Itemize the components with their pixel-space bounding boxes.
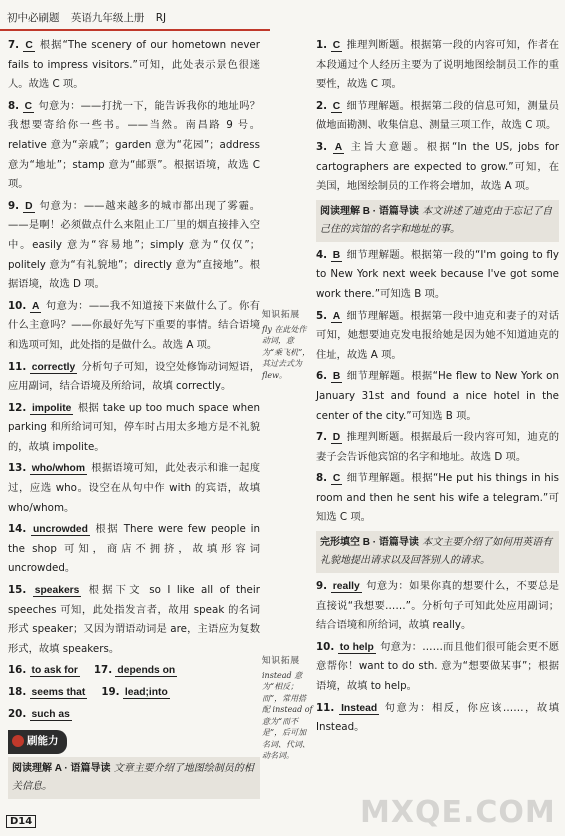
answer-item bbox=[8, 36, 260, 95]
answer-item bbox=[316, 428, 559, 467]
ability-badge bbox=[8, 730, 67, 754]
item-explanation: 根据下文 so I like all of their speeches 可知，此处指发言者，故用 speak 的名词形式 speaker；又因为谓语动词是 are，主语应为复数形式，故填 speakers。 bbox=[8, 584, 260, 655]
item-answer: C bbox=[332, 40, 341, 51]
item-explanation: 推理判断题。根据第一段的内容可知，作者在本段通过个人经历主要为了说明地图绘制员工作的重要性，故选 C 项。 bbox=[316, 39, 559, 91]
badge-icon bbox=[12, 735, 24, 747]
item-answer: Instead bbox=[341, 702, 378, 714]
item-explanation: 句意为：——我不知道接下来做什么了。你有什么主意吗？——你最好先写下重要的事情。结合语境和选项可知，此处指的是做什么。故选 A 项。 bbox=[8, 299, 260, 351]
answer-pair bbox=[8, 661, 260, 681]
item-explanation: 句意为：……而且他们很可能会更不愿意帮你！want to do sth. 意为“想要做某事”；根据语境，故填 to help。 bbox=[316, 640, 560, 693]
note-text: instead 意为“相反；而”，常用搭配 instead of 意为“而不是”，后可加名词、代词、动名词。 bbox=[262, 670, 313, 760]
item-number: 4. bbox=[316, 248, 328, 261]
item-explanation: 推理判断题。根据最后一段内容可知，迪克的妻子会告诉他宾馆的名字和地址。故选 D 项。 bbox=[316, 431, 559, 463]
item-explanation: 细节理解题。根据第一段的“I'm going to fly to New York next week because I've got some work there.”可知选 B 项。 bbox=[316, 248, 559, 300]
note-tag: 知识拓展 bbox=[262, 656, 301, 666]
answer-item bbox=[316, 699, 559, 738]
item-number: 5. bbox=[316, 309, 328, 322]
badge-label: 刷能力 bbox=[27, 735, 59, 748]
answer-item bbox=[8, 297, 260, 356]
item-number: 9. bbox=[316, 580, 328, 593]
item-explanation: 主旨大意题。根据“In the US, jobs for cartographers are expected to grow.”可知，在美国，地图绘制员的工作将会增加，故选 A 项。 bbox=[316, 140, 560, 193]
item-explanation: 句意为：——越来越多的城市都出现了雾霾。——是啊！必须做点什么来阻止工厂里的烟直接排入空中。easily 意为“容易地”；simply 意为“仅仅”；politely 意为“有礼貌地”；directly 意为“直接地”。根据语境，故选 D 项。 bbox=[8, 199, 260, 291]
item-number: 3. bbox=[316, 140, 328, 153]
item-number: 16. bbox=[8, 664, 27, 677]
item-number: 13. bbox=[8, 462, 27, 475]
item-answer: C bbox=[332, 100, 341, 112]
item-explanation: 句意为：如果你真的想要什么，不要总是直接说“我想要……”。分析句子可知此处应用副词；结合语境和所给词，故填 really。 bbox=[316, 580, 559, 632]
answer-pairs bbox=[8, 661, 260, 702]
section-label: 阅读理解 A · 语篇导读 bbox=[12, 762, 111, 774]
item-number: 8. bbox=[8, 99, 20, 112]
item-number: 7. bbox=[316, 431, 328, 444]
item-explanation: 根据语境可知，此处表示和谁一起度过，应选 who。设空在从句中作 with 的宾语，故填 who/whom。 bbox=[8, 462, 260, 514]
section-guide bbox=[8, 757, 260, 799]
item-number: 8. bbox=[316, 472, 328, 485]
answer-item bbox=[8, 520, 260, 579]
item-explanation: 细节理解题。根据“He put his things in his room and then he sent his wife a telegram.”可知选 C 项。 bbox=[316, 472, 559, 524]
item-explanation: 细节理解题。根据第一段中迪克和妻子的对话可知，她想要迪克发电报给她是因为她不知道迪克的住址，故选 A 项。 bbox=[316, 309, 559, 361]
side-note-fly bbox=[262, 310, 314, 381]
item-number: 10. bbox=[316, 640, 335, 653]
book-name: 初中必刷题 bbox=[7, 12, 60, 24]
answer-item bbox=[316, 469, 559, 528]
item-answer: uncrowded bbox=[33, 524, 88, 536]
page-header bbox=[0, 0, 565, 34]
header-title bbox=[7, 10, 174, 25]
answer-item bbox=[316, 307, 559, 366]
item-explanation: 句意为：相反，你应该……，故填 Instead。 bbox=[316, 701, 560, 734]
item-number: 15. bbox=[8, 584, 27, 597]
item-number: 12. bbox=[8, 401, 27, 414]
note-text: fly 在此处作动词，意为“乘飞机”，其过去式为 flew。 bbox=[262, 324, 311, 380]
answer-item bbox=[8, 197, 260, 295]
item-number: 9. bbox=[8, 199, 20, 212]
item-answer: seems that bbox=[31, 687, 86, 698]
subject-name: 英语九年级上册 bbox=[70, 12, 145, 24]
left-column bbox=[8, 36, 260, 803]
answer-item bbox=[316, 367, 559, 426]
note-tag: 知识拓展 bbox=[262, 310, 301, 320]
item-explanation: 细节理解题。根据第二段的信息可知，测量员做地面勘测、收集信息、测量三项工作，故选 C 项。 bbox=[316, 99, 559, 132]
item-answer: B bbox=[332, 249, 341, 261]
item-answer: to ask for bbox=[31, 665, 78, 677]
item-number: 17. bbox=[93, 664, 113, 677]
answer-item bbox=[316, 97, 559, 136]
item-explanation: 句意为：——打扰一下，能告诉我你的地址吗？我想要寄给你一些书。——当然。南昌路 9 号。relative 意为“亲戚”；garden 意为“花园”；address 意为“地址”；stamp 意为“邮票”。根据语境，故选 C 项。 bbox=[8, 99, 260, 191]
answer-item bbox=[8, 358, 260, 397]
item-answer: C bbox=[24, 100, 33, 112]
item-answer: C bbox=[25, 40, 33, 51]
right-answer-list-a bbox=[316, 36, 559, 197]
item-number: 1. bbox=[316, 39, 328, 51]
item-answer: A bbox=[334, 141, 343, 153]
item-answer: B bbox=[332, 371, 341, 383]
item-explanation: 根据“The scenery of our hometown never fails to impress visitors.”可知，此处表示景色很迷人。故选 C 项。 bbox=[8, 39, 260, 91]
item-answer: correctly bbox=[31, 361, 76, 373]
item-explanation: 根据 There were few people in the shop 可知，商店不拥挤，故填形容词 uncrowded。 bbox=[8, 523, 260, 575]
item-answer: C bbox=[332, 473, 341, 485]
item-answer: impolite bbox=[31, 402, 72, 414]
section-guide bbox=[316, 531, 559, 573]
item-answer: depends on bbox=[117, 665, 176, 677]
right-column bbox=[316, 36, 559, 740]
item-number: 11. bbox=[8, 360, 27, 373]
section-label: 完形填空 B · 语篇导读 bbox=[320, 537, 419, 549]
side-note-instead bbox=[262, 656, 314, 762]
item-number: 20. bbox=[8, 707, 27, 720]
section-text: 文章主要介绍了地图绘制员的相关信息。 bbox=[12, 762, 254, 792]
edition-label: RJ bbox=[155, 12, 167, 24]
item-number: 2. bbox=[316, 99, 328, 112]
answer-item bbox=[8, 97, 260, 195]
item-explanation: 分析句子可知，设空处修饰动词短语，应用副词，结合语境及所给词，故填 correctly。 bbox=[8, 360, 261, 393]
item-number: 11. bbox=[316, 701, 335, 714]
item-answer: who/whom bbox=[31, 463, 85, 475]
item-answer: such as bbox=[31, 708, 70, 720]
item-answer: speakers bbox=[34, 585, 80, 597]
item-number: 19. bbox=[101, 686, 120, 698]
answer-item bbox=[316, 246, 559, 305]
item-answer: A bbox=[332, 310, 341, 322]
item-answer: D bbox=[25, 200, 33, 212]
answer-item bbox=[8, 459, 260, 518]
answer-item bbox=[8, 399, 260, 458]
section-guide bbox=[316, 200, 559, 242]
right-answer-list-c bbox=[316, 577, 559, 738]
answer-item bbox=[8, 581, 260, 659]
item-answer: to help bbox=[339, 641, 374, 653]
right-answer-list-b bbox=[316, 246, 559, 528]
item-answer: lead;into bbox=[124, 687, 168, 698]
answer-item bbox=[316, 36, 559, 95]
item-number: 6. bbox=[316, 370, 328, 383]
item-number: 18. bbox=[8, 686, 27, 698]
header-rule bbox=[0, 29, 270, 31]
item-number: 10. bbox=[8, 299, 27, 312]
answer-pair bbox=[8, 683, 260, 703]
item-answer: A bbox=[31, 300, 40, 312]
section-text: 本文讲述了迪克由于忘记了自己住的宾馆的名字和地址的事。 bbox=[320, 205, 553, 235]
watermark: MXQE.COM bbox=[360, 795, 556, 830]
answer-item bbox=[8, 705, 260, 725]
answer-item bbox=[316, 638, 559, 697]
left-answer-list bbox=[8, 36, 260, 659]
item-explanation: 细节理解题。根据“He flew to New York on January 31st and found a nice hotel in the center of the city.”可知选 B 项。 bbox=[316, 370, 559, 422]
item-answer: D bbox=[332, 432, 341, 444]
answer-item bbox=[316, 577, 559, 636]
item-answer: really bbox=[332, 581, 360, 593]
page-number: D14 bbox=[6, 815, 36, 828]
item-number: 14. bbox=[8, 523, 27, 536]
item-explanation: 根据 take up too much space when parking 和所给词可知，停车时占用太多地方是不礼貌的，故填 impolite。 bbox=[8, 401, 261, 453]
item-number: 7. bbox=[8, 39, 20, 51]
answer-item bbox=[316, 138, 559, 197]
section-label: 阅读理解 B · 语篇导读 bbox=[320, 205, 419, 217]
section-text: 本文主要介绍了如何用英语有礼貌地提出请求以及回答别人的请求。 bbox=[320, 537, 553, 567]
